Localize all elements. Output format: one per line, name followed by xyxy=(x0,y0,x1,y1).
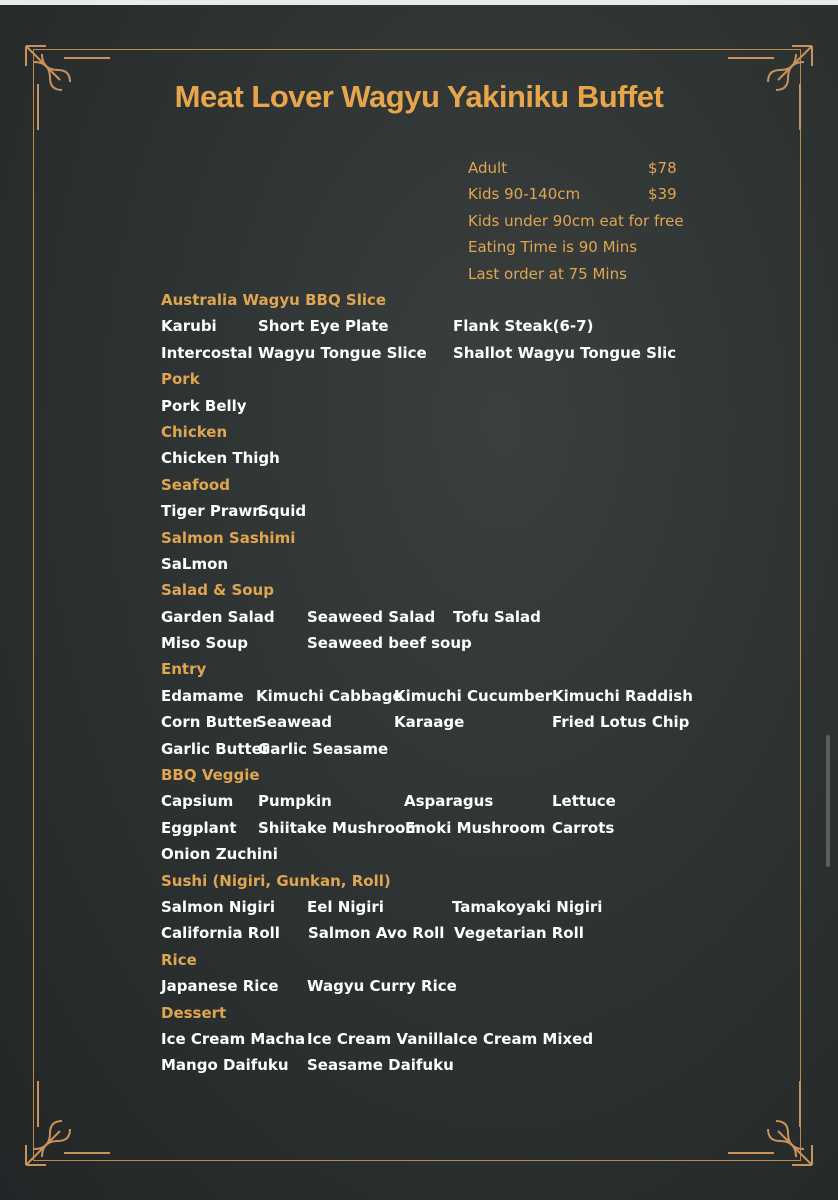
menu-row xyxy=(161,397,761,423)
menu-item: Tamakoyaki Nigiri xyxy=(452,897,603,916)
menu-row xyxy=(161,845,761,871)
menu-item: Seaweed beef soup xyxy=(307,634,472,653)
info-text: Last order at 75 Mins xyxy=(468,264,627,283)
menu-item: Eggplant xyxy=(161,818,237,837)
menu-item: Salmon Nigiri xyxy=(161,897,276,916)
menu-item: Carrots xyxy=(552,818,615,837)
menu-row xyxy=(161,555,761,581)
scrollbar[interactable] xyxy=(826,735,830,867)
menu-row xyxy=(161,977,761,1003)
menu-row xyxy=(161,819,761,845)
menu-item: Tofu Salad xyxy=(453,607,541,626)
menu-row xyxy=(161,898,761,924)
info-row xyxy=(468,265,698,291)
info-text: Eating Time is 90 Mins xyxy=(468,238,638,257)
menu-item: Wagyu Curry Rice xyxy=(307,977,457,996)
price-value: $39 xyxy=(648,185,677,204)
menu-item: Lettuce xyxy=(552,792,616,811)
menu-item: Japanese Rice xyxy=(161,977,279,996)
corner-ornament-icon xyxy=(20,1075,116,1171)
menu-item: Pumpkin xyxy=(258,792,332,811)
section-heading: Seafood xyxy=(161,475,230,494)
menu-item: Short Eye Plate xyxy=(258,317,389,336)
menu-item: Enoki Mushroom xyxy=(405,818,546,837)
menu-row xyxy=(161,634,761,660)
menu-item: Mango Daifuku xyxy=(161,1056,289,1075)
section-heading: BBQ Veggie xyxy=(161,766,260,785)
price-row xyxy=(468,185,698,211)
menu-item: Eel Nigiri xyxy=(307,897,384,916)
menu-item: Pork Belly xyxy=(161,396,247,415)
menu-row xyxy=(161,502,761,528)
price-value: $78 xyxy=(648,159,677,177)
section-heading: Dessert xyxy=(161,1003,227,1022)
price-label: Adult xyxy=(468,159,508,177)
info-text: Kids under 90cm eat for free xyxy=(468,211,684,230)
menu-item: Ice Cream Vanilla xyxy=(307,1029,454,1048)
menu-item: Shallot Wagyu Tongue Slic xyxy=(453,343,677,362)
menu-row xyxy=(161,792,761,818)
section-heading: Rice xyxy=(161,950,197,969)
menu-item: Wagyu Tongue Slice xyxy=(258,343,427,362)
menu-item: SaLmon xyxy=(161,554,229,573)
menu-row xyxy=(161,344,761,370)
menu-item: Garlic Seasame xyxy=(258,739,389,758)
menu-item: Chicken Thigh xyxy=(161,449,280,468)
menu-item: Corn Butter xyxy=(161,713,260,732)
price-row xyxy=(468,159,698,185)
section-heading: Salad & Soup xyxy=(161,581,274,600)
menu-item: Asparagus xyxy=(404,792,494,811)
menu-row xyxy=(161,608,761,634)
corner-ornament-icon xyxy=(722,1075,818,1171)
menu-item: California Roll xyxy=(161,924,280,943)
section-heading: Entry xyxy=(161,660,207,679)
menu-item: Garden Salad xyxy=(161,607,275,626)
section-heading: Pork xyxy=(161,370,200,389)
menu-item: Seawead xyxy=(256,713,332,732)
menu-item: Karubi xyxy=(161,317,217,336)
section-heading: Salmon Sashimi xyxy=(161,528,296,547)
menu-item: Shiitake Mushroom xyxy=(258,818,421,837)
menu-page xyxy=(0,5,838,1200)
menu-item: Seasame Daifuku xyxy=(307,1056,454,1075)
menu-item: Seaweed Salad xyxy=(307,607,436,626)
menu-item: Vegetarian Roll xyxy=(454,924,584,943)
info-row xyxy=(468,212,698,238)
menu-item: Kimuchi Raddish xyxy=(552,686,693,705)
menu-item: Kimuchi Cabbage xyxy=(256,686,403,705)
menu-row xyxy=(161,713,761,739)
page-title: Meat Lover Wagyu Yakiniku Buffet xyxy=(174,79,664,114)
section-heading: Australia Wagyu BBQ Slice xyxy=(161,291,387,309)
menu-item: Squid xyxy=(258,502,307,521)
price-label: Kids 90-140cm xyxy=(468,185,581,204)
section-heading: Sushi (Nigiri, Gunkan, Roll) xyxy=(161,871,391,890)
menu-row xyxy=(161,740,761,766)
menu-row xyxy=(161,1030,761,1056)
menu-item: Kimuchi Cucumber xyxy=(394,686,553,705)
menu-item: Tiger Prawn xyxy=(161,502,263,521)
menu-item: Salmon Avo Roll xyxy=(308,924,445,943)
section-heading: Chicken xyxy=(161,422,228,441)
pricing-info xyxy=(468,159,698,291)
menu-item: Capsium xyxy=(161,792,234,811)
menu-item: Miso Soup xyxy=(161,634,249,653)
menu-item: Karaage xyxy=(394,713,465,732)
menu-item: Fried Lotus Chip xyxy=(552,713,690,732)
menu-item: Ice Cream Macha xyxy=(161,1029,306,1048)
menu-item: Intercostal xyxy=(161,343,253,362)
menu-row xyxy=(161,1056,761,1082)
menu-item: Edamame xyxy=(161,686,244,705)
menu-item: Ice Cream Mixed xyxy=(453,1029,594,1048)
info-row xyxy=(468,238,698,264)
menu-item: Onion Zuchini xyxy=(161,845,278,864)
menu-row xyxy=(161,449,761,475)
menu-row xyxy=(161,687,761,713)
menu-item: Flank Steak(6-7) xyxy=(453,317,594,336)
menu-list xyxy=(161,291,761,1083)
menu-row xyxy=(161,317,761,343)
menu-row xyxy=(161,924,761,950)
menu-item: Garlic Butter xyxy=(161,739,270,758)
